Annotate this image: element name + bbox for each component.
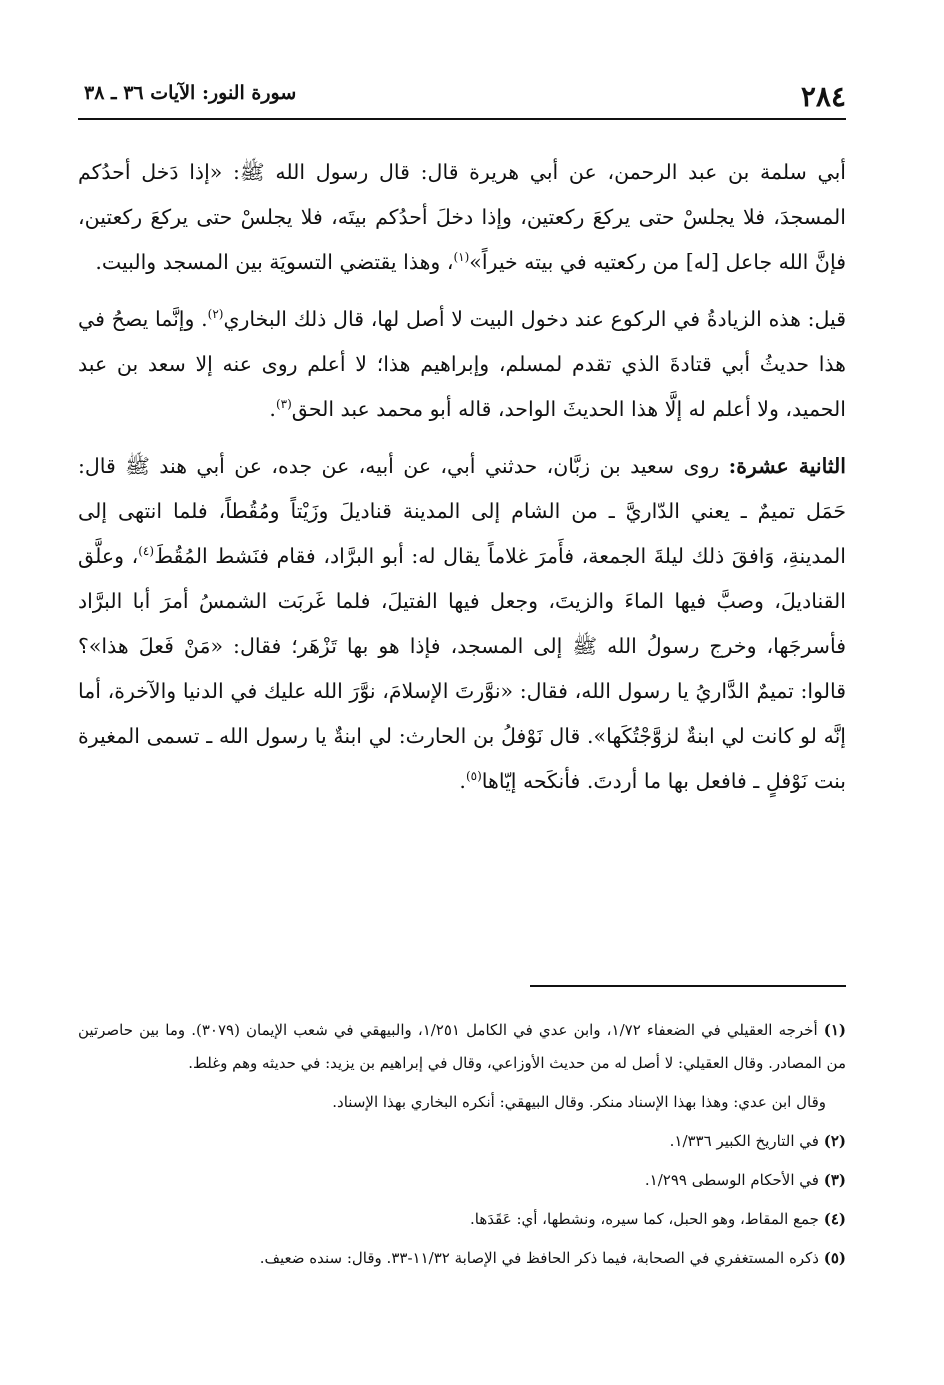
footnotes [78, 1014, 846, 1281]
paragraph-1-tail: ، وهذا يقتضي التسويَة بين المسجد والبيت. [95, 250, 454, 274]
footnote-1-continuation: وقال ابن عدي: وهذا بهذا الإسناد منكر. وقال البيهقي: أنكره البخاري بهذا الإسناد. [332, 1093, 826, 1111]
footnote-3-number: (٣) [823, 1171, 846, 1189]
footnote-1 [78, 1014, 846, 1080]
footnote-2-text: في التاريخ الكبير ١/٣٣٦. [669, 1132, 819, 1150]
footnote-3 [78, 1164, 846, 1197]
paragraph-3-lead: الثانية عشرة: [728, 454, 846, 478]
footnote-4-number: (٤) [823, 1210, 846, 1228]
footnote-5-text: ذكره المستغفري في الصحابة، فيما ذكر الحافظ في الإصابة ١١/٣٢-٣٣. وقال: سنده ضعيف. [259, 1249, 819, 1267]
paragraph-2: قيل: هذه الزيادةُ في الركوع عند دخول البيت لا أصل لها، قال ذلك البخاري$^{(٢)}$. وإنَّما يصحُ في هذا حديثُ أبي قتادةَ الذي تقدم لمسلم، وإبراهيم هذا؛ لا أعلم روى عنه إلا سعد بن عبد الحميد، ولا أعلم له إلَّا هذا الحديثَ الواحد، قاله أبو محمد عبد الحق$^{(٣)}$. [78, 307, 846, 421]
paragraph-3-mid: ، وعلَّق القناديلَ، وصبَّ فيها الماءَ والزيتَ، وجعل فيها الفتيلَ، فلما غَربَت الشمسُ أمرَ أبا البرَّاد فأسرجَها، وخرج رسولُ الله ﷺ إلى المسجد، فإذا هو بها تَزْهَر؛ فقال: «مَنْ فَعلَ هذا»؟ قالوا: تميمٌ الدَّاريُ يا رسول الله، فقال: «نوَّرتَ الإسلامَ، نوَّرَ الله عليك في الدنيا والآخرة، أما إنَّه لو كانت لي ابنةٌ لزوَّجْتُكَها». قال نَوْفلُ بن الحارث: لي ابنةٌ يا رسول الله ـ تسمى المغيرة بنت نَوْفلٍ ـ فافعل بها ما أردتَ. فأنكَحه إيّاها [78, 544, 846, 793]
footnote-ref-2: (٢) [207, 307, 224, 322]
footnote-2-number: (٢) [823, 1132, 846, 1150]
page-header [78, 74, 846, 120]
main-text [78, 150, 846, 816]
footnote-1-number: (١) [823, 1021, 846, 1039]
paragraph-3-text: روى سعيد بن زبَّان، حدثني أبي، عن أبيه، عن جده، عن أبي هند ﷺ قال: حَمَل تميمٌ ـ يعني الدّاريَّ ـ من الشام إلى المدينة قناديلَ وزَيْتاً ومُقُطاً، فلما انتهى إلى المدينةِ، وَافقَ ذلك ليلةَ الجمعة، فأَمرَ غلاماً يقال له: أبو البرَّاد، فقام فنَشط المُقُطَ [78, 454, 846, 568]
footnote-4-text: جمع المقاط، وهو الحبل، كما سيره، ونشطها، أي: عَقَدَها. [470, 1210, 819, 1228]
footnote-ref-3: (٣) [275, 397, 292, 412]
footnote-4 [78, 1203, 846, 1236]
footnote-1-text: أخرجه العقيلي في الضعفاء ١/٧٢، وابن عدي في الكامل ١/٢٥١، والبيهقي في شعب الإيمان (٣٠٧٩). وما بين حاصرتين من المصادر. وقال العقيلي: لا أصل له من حديث الأوزاعي، وقال في إبراهيم بن يزيد: في حديثه وهم وغلط. [78, 1021, 846, 1072]
paragraph-2-tail: . وإنَّما يصحُ في هذا حديثُ أبي قتادةَ الذي تقدم لمسلم، وإبراهيم هذا؛ لا أعلم روى عنه إلا سعد بن عبد الحميد، ولا أعلم له إلَّا هذا الحديثَ الواحد، قاله أبو محمد عبد الحق [78, 307, 846, 421]
footnote-ref-1: (١) [453, 250, 470, 265]
paragraph-3: الثانية عشرة: روى سعيد بن زبَّان، حدثني أبي، عن أبيه، عن جده، عن أبي هند ﷺ قال: حَمَل تميمٌ ـ يعني الدّاريَّ ـ من الشام إلى المدينة قناديلَ وزَيْتاً ومُقُطاً، فلما انتهى إلى المدينةِ، وَافقَ ذلك ليلةَ الجمعة، فأَمرَ غلاماً يقال له: أبو البرَّاد، فقام فنَشط المُقُطَ$^{(٤)}$، وعلَّق القناديلَ، وصبَّ فيها الماءَ والزيتَ، وجعل فيها الفتيلَ، فلما غَربَت الشمسُ أمرَ أبا البرَّاد فأسرجَها، وخرج رسولُ الله ﷺ إلى المسجد، فإذا هو بها تَزْهَر؛ فقال: «مَنْ فَعلَ هذا»؟ قالوا: تميمٌ الدَّاريُ يا رسول الله، فقال: «نوَّرتَ الإسلامَ، نوَّرَ الله عليك في الدنيا والآخرة، أما إنَّه لو كانت لي ابنةٌ لزوَّجْتُكَها». قال نَوْفلُ بن الحارث: لي ابنةٌ يا رسول الله ـ تسمى المغيرة بنت نَوْفلٍ ـ فافعل بها ما أردتَ. فأنكَحه إيّاها$^{(٥)}$. [78, 454, 846, 793]
footnote-5-number: (٥) [823, 1249, 846, 1267]
footnote-divider [530, 985, 846, 987]
running-title: سورة النور: الآيات ٣٦ ـ ٣٨ [84, 82, 297, 104]
footnote-2 [78, 1125, 846, 1158]
paragraph-2-text: قيل: هذه الزيادةُ في الركوع عند دخول البيت لا أصل لها، قال ذلك البخاري [223, 307, 846, 331]
footnote-ref-4: (٤) [138, 544, 155, 559]
footnote-ref-5: (٥) [465, 769, 482, 784]
paragraph-1 [78, 150, 846, 285]
page-number: ٢٨٤ [800, 80, 846, 113]
paragraph-1-text: أبي سلمة بن عبد الرحمن، عن أبي هريرة قال: قال رسول الله ﷺ: «إذا دَخل أحدُكم المسجدَ، فلا يجلسْ حتى يركعَ ركعتين، وإذا دخلَ أحدُكم بيتَه، فلا يجلسْ حتى يركعَ ركعتين، فإنَّ الله جاعل [له] من ركعتيه في بيته خيراً» [78, 160, 846, 274]
footnote-3-text: في الأحكام الوسطى ١/٢٩٩. [644, 1171, 819, 1189]
footnote-5 [78, 1242, 846, 1275]
